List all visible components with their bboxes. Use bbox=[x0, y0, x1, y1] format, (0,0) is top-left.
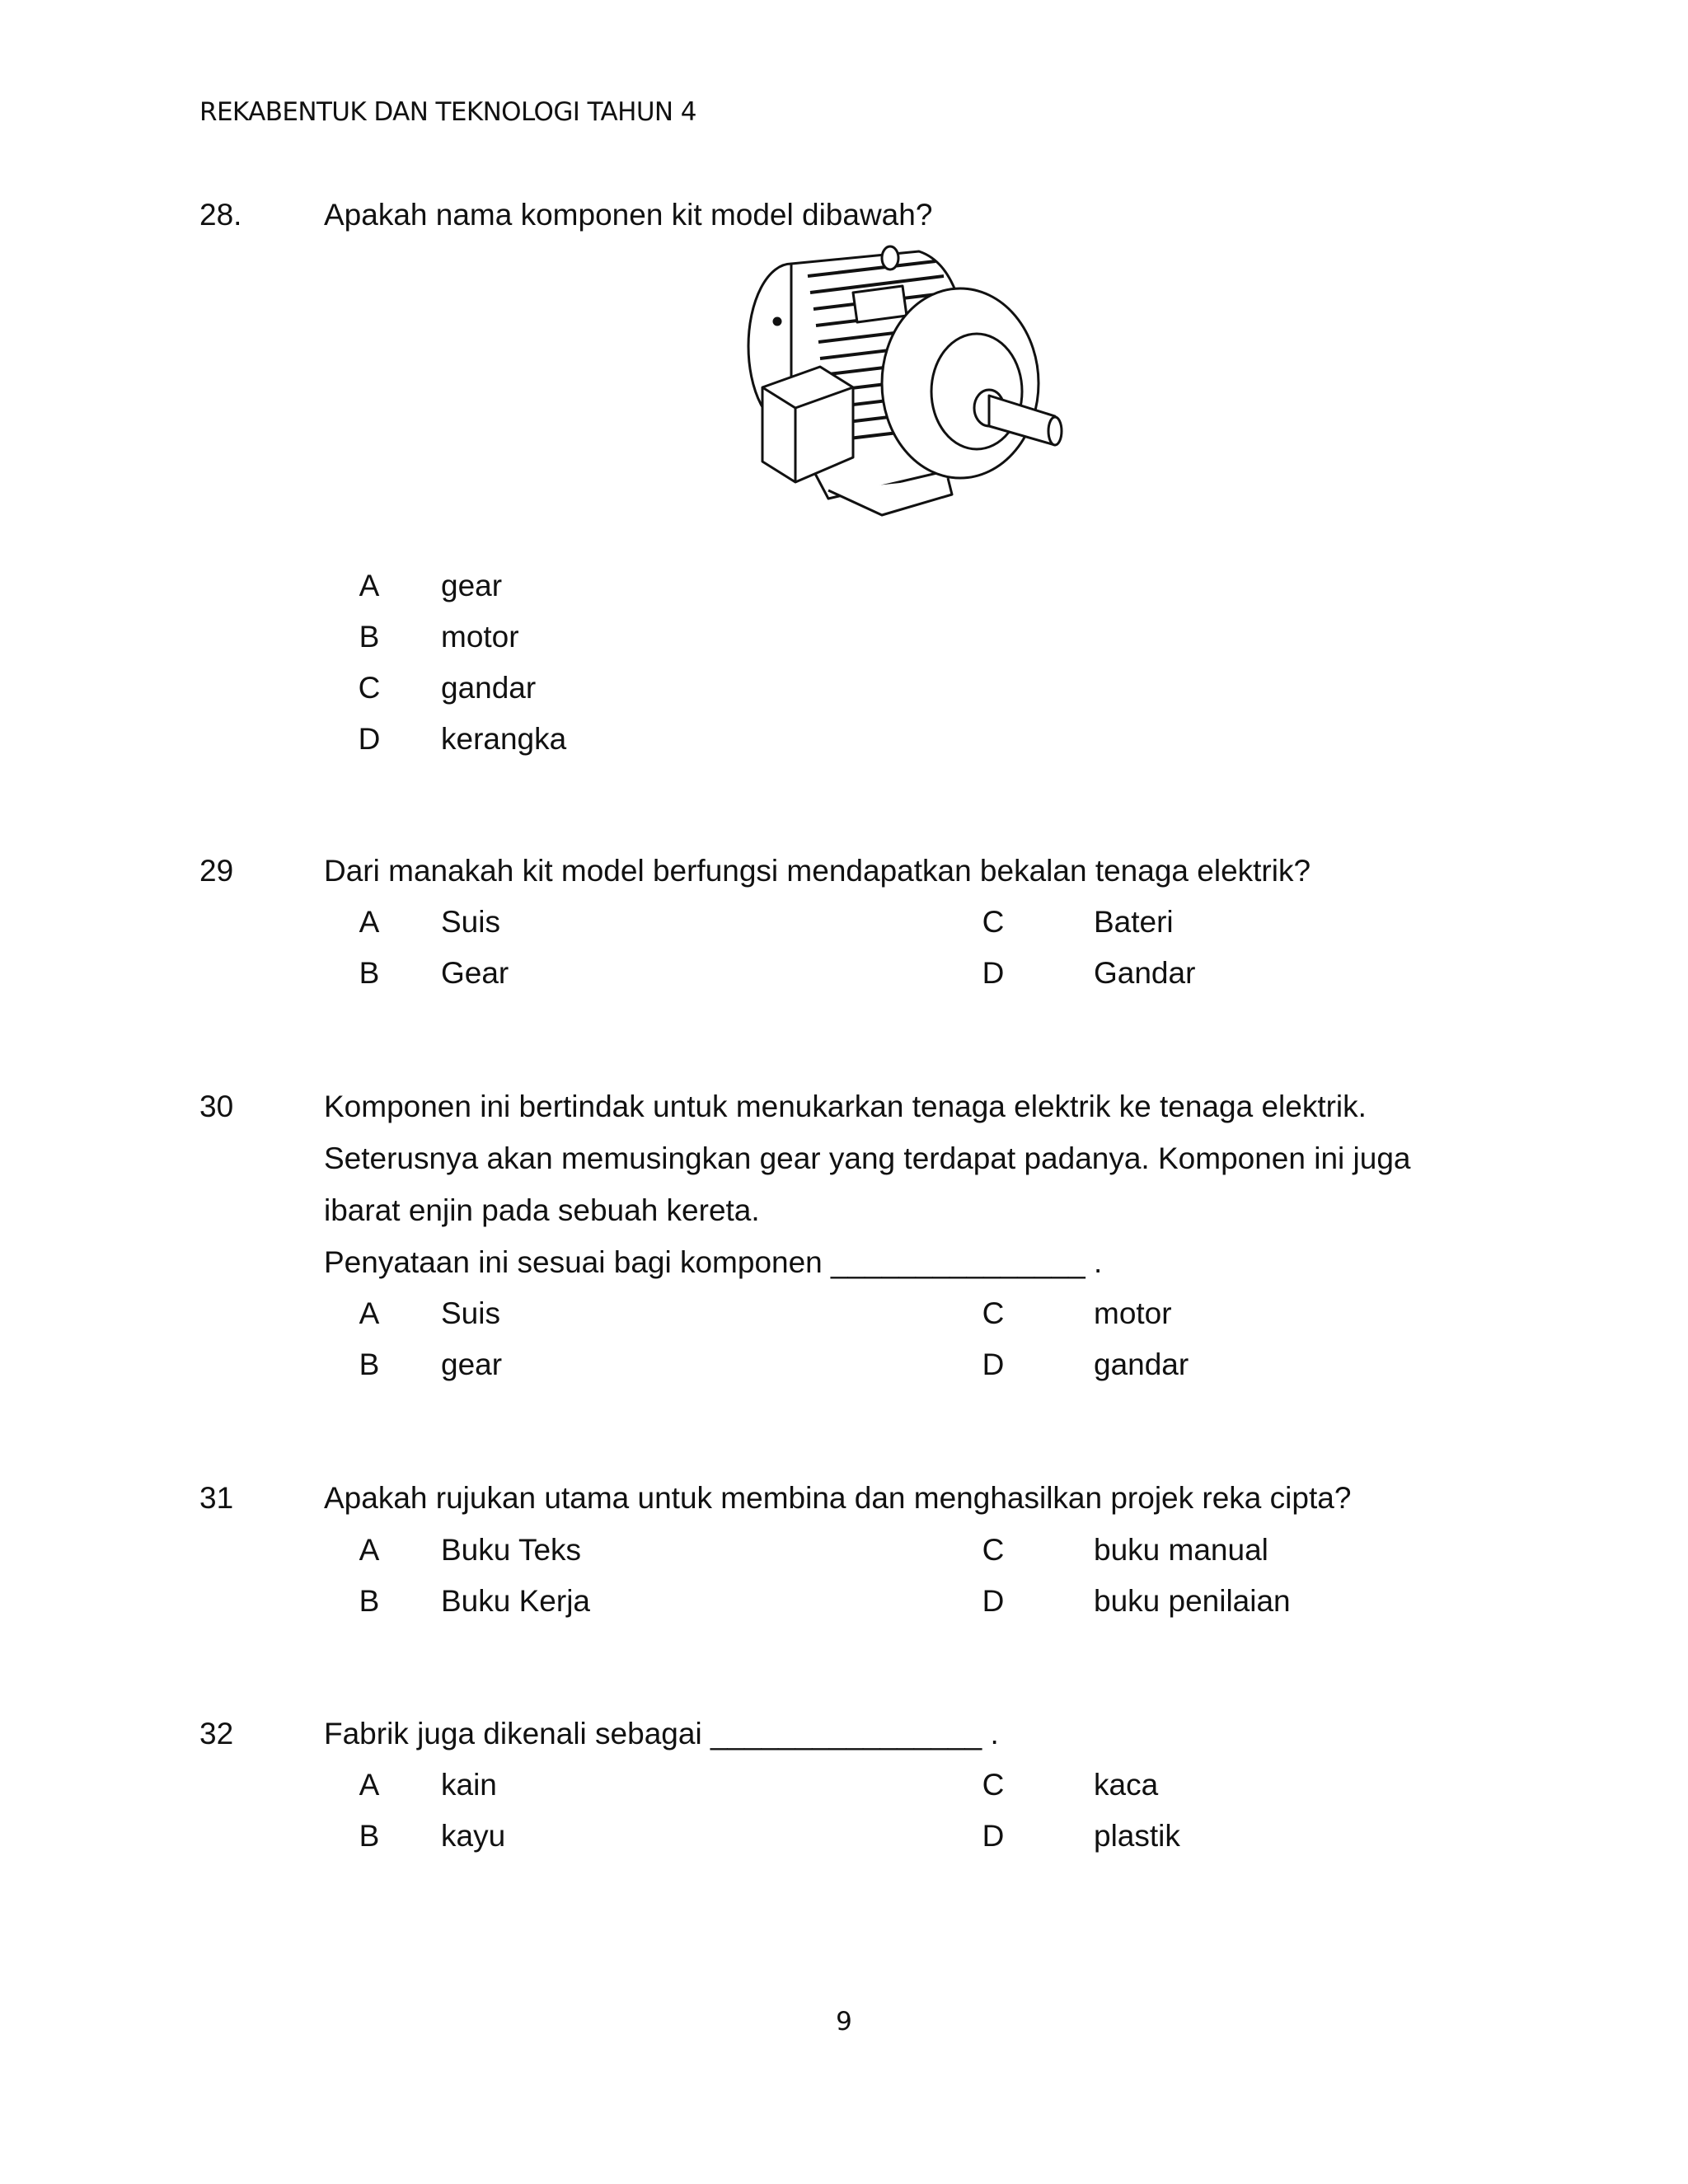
option-text: buku manual bbox=[1094, 1533, 1268, 1567]
option-text: gandar bbox=[441, 671, 537, 705]
option-letter: B bbox=[359, 1347, 380, 1381]
option-text: Buku Kerja bbox=[441, 1584, 590, 1618]
option-letter: C bbox=[982, 1296, 1005, 1330]
option-letter: A bbox=[359, 1768, 380, 1802]
question-28-number: 28. bbox=[199, 198, 242, 232]
option-letter: A bbox=[359, 905, 380, 939]
option-text: kayu bbox=[441, 1819, 506, 1853]
option-text: buku penilaian bbox=[1094, 1584, 1291, 1618]
option-text: gandar bbox=[1094, 1347, 1189, 1381]
option-letter: D bbox=[982, 1584, 1005, 1618]
option-text: gear bbox=[441, 1347, 503, 1381]
option-text: kaca bbox=[1094, 1768, 1159, 1802]
option-letter: C bbox=[358, 671, 381, 705]
option-text: kain bbox=[441, 1768, 497, 1802]
question-30-line-2: Seterusnya akan memusingkan gear yang terdapat padanya. Komponen ini juga bbox=[324, 1141, 1411, 1175]
option-text: motor bbox=[1094, 1296, 1172, 1330]
option-text: Buku Teks bbox=[441, 1533, 582, 1567]
option-text: kerangka bbox=[441, 722, 567, 756]
question-29-number: 29 bbox=[199, 854, 234, 888]
option-letter: D bbox=[982, 1347, 1005, 1381]
electric-motor-icon bbox=[738, 243, 1067, 532]
question-30-number: 30 bbox=[199, 1090, 234, 1123]
question-30-line-1: Komponen ini bertindak untuk menukarkan tenaga elektrik ke tenaga elektrik. bbox=[324, 1090, 1367, 1123]
option-letter: B bbox=[359, 1819, 380, 1853]
option-text: Gandar bbox=[1094, 956, 1196, 990]
question-32-number: 32 bbox=[199, 1717, 234, 1750]
option-letter: D bbox=[982, 1819, 1005, 1853]
question-29-text: Dari manakah kit model berfungsi mendapatkan bekalan tenaga elektrik? bbox=[324, 854, 1311, 888]
option-letter: B bbox=[359, 956, 380, 990]
page-number: 9 bbox=[836, 2007, 852, 2036]
option-letter: D bbox=[358, 722, 381, 756]
option-letter: A bbox=[359, 1533, 380, 1567]
question-31-text: Apakah rujukan utama untuk membina dan menghasilkan projek reka cipta? bbox=[324, 1481, 1352, 1515]
option-text: plastik bbox=[1094, 1819, 1180, 1853]
option-letter: D bbox=[982, 956, 1005, 990]
option-text: Suis bbox=[441, 1296, 500, 1330]
page-header: REKABENTUK DAN TEKNOLOGI TAHUN 4 bbox=[199, 97, 696, 127]
option-text: Suis bbox=[441, 905, 500, 939]
question-30-line-4: Penyataan ini sesuai bagi komponen _______________ . bbox=[324, 1245, 1103, 1279]
option-letter: A bbox=[359, 1296, 380, 1330]
option-text: Gear bbox=[441, 956, 509, 990]
question-28-text: Apakah nama komponen kit model dibawah? bbox=[324, 198, 933, 232]
question-30-line-3: ibarat enjin pada sebuah kereta. bbox=[324, 1193, 760, 1227]
question-31-number: 31 bbox=[199, 1481, 234, 1515]
option-letter: C bbox=[982, 1768, 1005, 1802]
option-text: Bateri bbox=[1094, 905, 1174, 939]
question-32-text: Fabrik juga dikenali sebagai ________________ . bbox=[324, 1717, 999, 1750]
option-letter: C bbox=[982, 905, 1005, 939]
option-text: gear bbox=[441, 569, 503, 602]
option-text: motor bbox=[441, 620, 519, 654]
option-letter: B bbox=[359, 1584, 380, 1618]
option-letter: C bbox=[982, 1533, 1005, 1567]
option-letter: B bbox=[359, 620, 380, 654]
option-letter: A bbox=[359, 569, 380, 602]
